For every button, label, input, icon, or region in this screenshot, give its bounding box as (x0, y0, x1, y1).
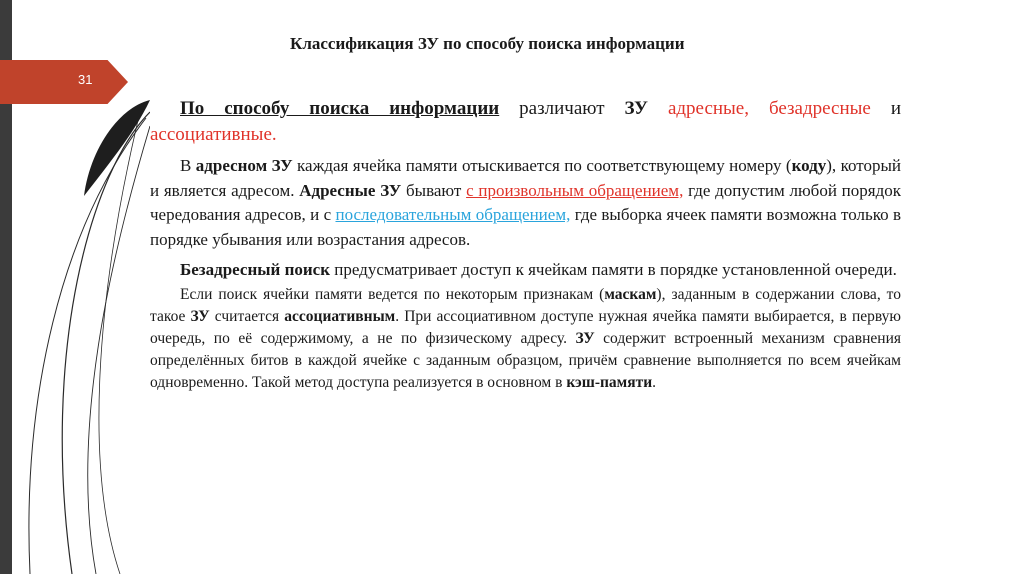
slide-body (150, 96, 901, 394)
random-access-link[interactable]: с произвольным обращением, (466, 180, 684, 200)
slide-number-tab (0, 60, 128, 104)
term-associative: ассоциативные. (150, 124, 277, 145)
addressed-paragraph: В адресном ЗУ каждая ячейка памяти отыскивается по соответствующему номеру (коду), который и является адресом. Адресные ЗУ бывают с произвольным обращением, где допустим любой порядок чередования адресов, и с последовательным обращением, где выборка ячеек памяти возможна только в порядке убывания или возрастания адресов. (150, 156, 902, 249)
associative-paragraph: Если поиск ячейки памяти ведется по некоторым признакам (маскам), заданным в содержании слова, то такое ЗУ считается ассоциативным. При ассоциативном доступе нужная ячейка памяти выбирается, в первую очередь, по её содержимому, а не по физическому адресу. ЗУ содержит встроенный механизм сравнения определённых битов в каждой ячейке с заданным образцом, причём сравнение выполняется по всем ячейкам одновременно. Такой метод доступа реализуется в основном в кэш-памяти. (150, 286, 902, 391)
deco-leaf (84, 100, 150, 196)
slide-number: 31 (78, 72, 93, 87)
deco-curve-3 (88, 126, 150, 574)
zu-term: ЗУ (624, 98, 648, 119)
sequential-access-link[interactable]: последовательным обращением, (335, 205, 571, 224)
slide-title: Классификация ЗУ по способу поиска информации (290, 34, 685, 53)
intro-paragraph: По способу поиска информации различают ЗУ адресные, безадресные и ассоциативные. (150, 98, 902, 145)
intro-heading: По способу поиска информации (180, 98, 500, 119)
addressless-paragraph: Безадресный поиск предусматривает доступ к ячейкам памяти в порядке установленной очереди. (180, 260, 897, 279)
term-addressless: безадресные (768, 98, 871, 119)
term-addressed: адресные, (667, 98, 749, 119)
deco-curve-1 (62, 112, 150, 574)
